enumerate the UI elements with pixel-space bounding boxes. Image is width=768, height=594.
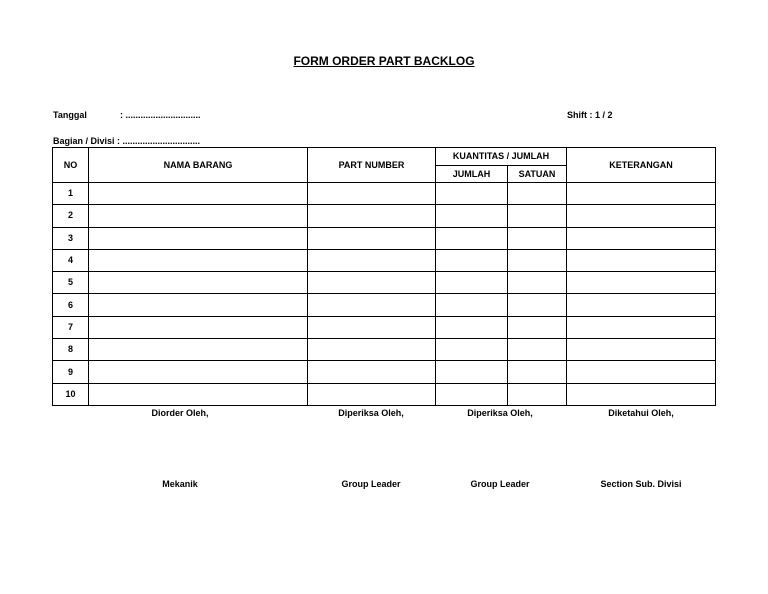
row-number: 10 bbox=[53, 383, 89, 405]
header-keterangan: KETERANGAN bbox=[567, 148, 716, 183]
header-satuan: SATUAN bbox=[508, 166, 567, 183]
keterangan-cell[interactable] bbox=[567, 227, 716, 249]
satuan-cell[interactable] bbox=[508, 339, 567, 361]
satuan-cell[interactable] bbox=[508, 227, 567, 249]
nama-barang-cell[interactable] bbox=[89, 183, 308, 205]
header-part-number: PART NUMBER bbox=[308, 148, 436, 183]
nama-barang-cell[interactable] bbox=[89, 339, 308, 361]
satuan-cell[interactable] bbox=[508, 294, 567, 316]
signature-label-1: Diorder Oleh, bbox=[151, 408, 209, 418]
signature-label-2: Diperiksa Oleh, bbox=[338, 408, 404, 418]
header-nama-barang: NAMA BARANG bbox=[89, 148, 308, 183]
table-row bbox=[53, 383, 716, 405]
nama-barang-cell[interactable] bbox=[89, 383, 308, 405]
satuan-cell[interactable] bbox=[508, 272, 567, 294]
jumlah-cell[interactable] bbox=[436, 316, 508, 338]
keterangan-cell[interactable] bbox=[567, 183, 716, 205]
part-number-cell[interactable] bbox=[308, 361, 436, 383]
table-row bbox=[53, 183, 716, 205]
table-row bbox=[53, 272, 716, 294]
keterangan-cell[interactable] bbox=[567, 249, 716, 271]
bagian-divisi-field: Bagian / Divisi : ............................... bbox=[53, 136, 201, 146]
satuan-cell[interactable] bbox=[508, 205, 567, 227]
shift-field: Shift : 1 / 2 bbox=[567, 110, 613, 120]
part-number-cell[interactable] bbox=[308, 272, 436, 294]
keterangan-cell[interactable] bbox=[567, 205, 716, 227]
signature-label-3: Diperiksa Oleh, bbox=[467, 408, 533, 418]
signature-role-3: Group Leader bbox=[470, 479, 530, 489]
keterangan-cell[interactable] bbox=[567, 339, 716, 361]
keterangan-cell[interactable] bbox=[567, 294, 716, 316]
nama-barang-cell[interactable] bbox=[89, 227, 308, 249]
header-jumlah: JUMLAH bbox=[436, 166, 508, 183]
part-number-cell[interactable] bbox=[308, 249, 436, 271]
jumlah-cell[interactable] bbox=[436, 227, 508, 249]
table-row bbox=[53, 294, 716, 316]
nama-barang-cell[interactable] bbox=[89, 294, 308, 316]
keterangan-cell[interactable] bbox=[567, 272, 716, 294]
part-number-cell[interactable] bbox=[308, 316, 436, 338]
part-number-cell[interactable] bbox=[308, 294, 436, 316]
keterangan-cell[interactable] bbox=[567, 316, 716, 338]
nama-barang-cell[interactable] bbox=[89, 316, 308, 338]
table-row bbox=[53, 249, 716, 271]
part-number-cell[interactable] bbox=[308, 227, 436, 249]
nama-barang-cell[interactable] bbox=[89, 361, 308, 383]
part-number-cell[interactable] bbox=[308, 183, 436, 205]
jumlah-cell[interactable] bbox=[436, 361, 508, 383]
nama-barang-cell[interactable] bbox=[89, 249, 308, 271]
tanggal-label: Tanggal bbox=[53, 110, 87, 120]
form-title: FORM ORDER PART BACKLOG bbox=[293, 54, 475, 68]
jumlah-cell[interactable] bbox=[436, 339, 508, 361]
signature-role-4: Section Sub. Divisi bbox=[600, 479, 682, 489]
jumlah-cell[interactable] bbox=[436, 272, 508, 294]
nama-barang-cell[interactable] bbox=[89, 272, 308, 294]
keterangan-cell[interactable] bbox=[567, 361, 716, 383]
row-number: 4 bbox=[53, 249, 89, 271]
part-number-cell[interactable] bbox=[308, 339, 436, 361]
nama-barang-cell[interactable] bbox=[89, 205, 308, 227]
signature-role-2: Group Leader bbox=[341, 479, 401, 489]
tanggal-value: : .............................. bbox=[120, 110, 201, 120]
jumlah-cell[interactable] bbox=[436, 183, 508, 205]
row-number: 7 bbox=[53, 316, 89, 338]
header-no: NO bbox=[53, 148, 89, 183]
row-number: 1 bbox=[53, 183, 89, 205]
part-number-cell[interactable] bbox=[308, 205, 436, 227]
satuan-cell[interactable] bbox=[508, 183, 567, 205]
satuan-cell[interactable] bbox=[508, 383, 567, 405]
part-number-cell[interactable] bbox=[308, 383, 436, 405]
satuan-cell[interactable] bbox=[508, 361, 567, 383]
header-kuantitas-jumlah: KUANTITAS / JUMLAH bbox=[436, 148, 567, 166]
jumlah-cell[interactable] bbox=[436, 249, 508, 271]
row-number: 8 bbox=[53, 339, 89, 361]
row-number: 5 bbox=[53, 272, 89, 294]
signature-role-1: Mekanik bbox=[162, 479, 198, 489]
jumlah-cell[interactable] bbox=[436, 383, 508, 405]
jumlah-cell[interactable] bbox=[436, 205, 508, 227]
table-row bbox=[53, 227, 716, 249]
table-row bbox=[53, 361, 716, 383]
row-number: 3 bbox=[53, 227, 89, 249]
table-row bbox=[53, 316, 716, 338]
signature-label-4: Diketahui Oleh, bbox=[608, 408, 674, 418]
keterangan-cell[interactable] bbox=[567, 383, 716, 405]
jumlah-cell[interactable] bbox=[436, 294, 508, 316]
satuan-cell[interactable] bbox=[508, 316, 567, 338]
satuan-cell[interactable] bbox=[508, 249, 567, 271]
table-row bbox=[53, 339, 716, 361]
row-number: 9 bbox=[53, 361, 89, 383]
row-number: 6 bbox=[53, 294, 89, 316]
row-number: 2 bbox=[53, 205, 89, 227]
order-table bbox=[52, 147, 716, 406]
table-row bbox=[53, 205, 716, 227]
